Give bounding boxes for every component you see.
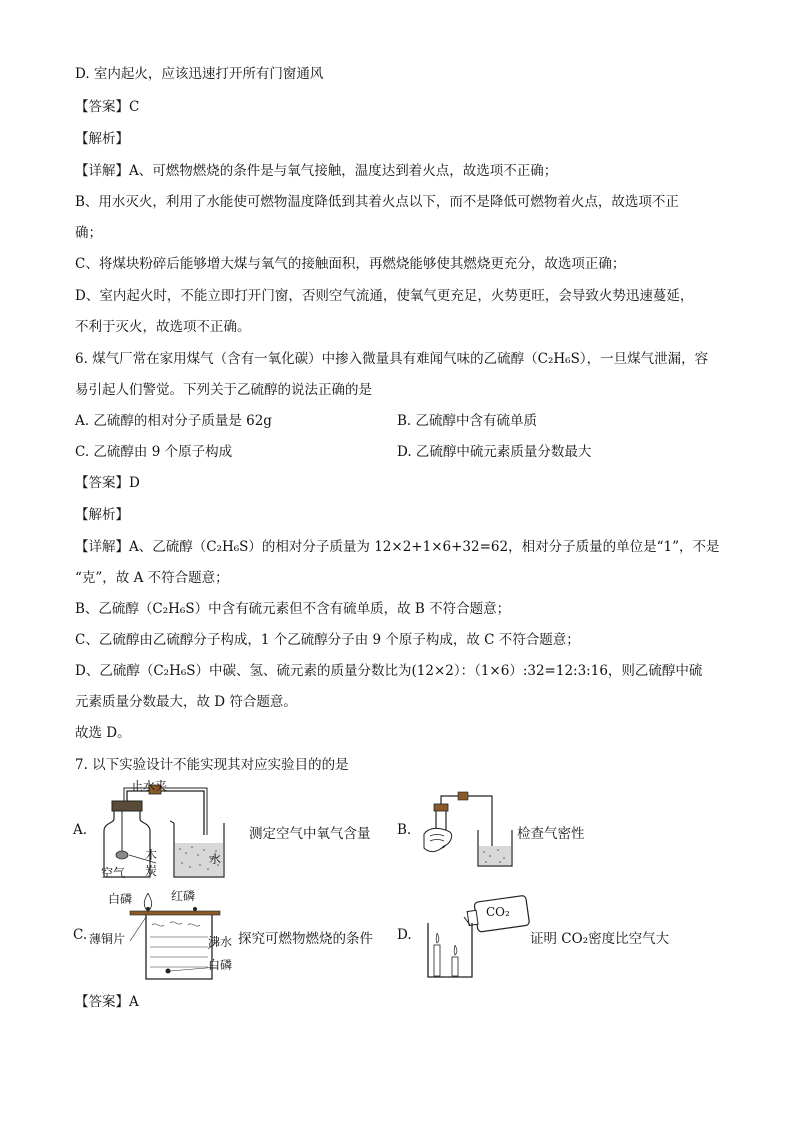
q6-detail-c: C、乙硫醇由乙硫醇分子构成，1 个乙硫醇分子由 9 个原子构成，故 C 不符合题意； — [75, 632, 580, 648]
q7-d-co2-label: CO₂ — [486, 905, 510, 919]
q7-d-apparatus-diagram — [420, 893, 530, 983]
q7-a-letter: A. — [73, 822, 88, 838]
q6-detail-a-line1: 【详解】A、乙硫醇（C₂H₆S）的相对分子质量为 12×2+1×6+32=62，相对分子质量的单位是“1”，不是 — [75, 539, 720, 555]
q6-option-b: B. 乙硫醇中含有硫单质 — [397, 413, 538, 429]
q7-c-boiling-water-label: 沸水 — [208, 935, 233, 949]
q7-b-letter: B. — [397, 822, 412, 838]
q5-detail-d-line1: D、室内起火时，不能立即打开门窗，否则空气流通，使氧气更充足，火势更旺，会导致火势迅速蔓延， — [75, 288, 694, 304]
q5-detail-b-line1: B、用水灭火，利用了水能使可燃物温度降低到其着火点以下，而不是降低可燃物着火点，故选项不正 — [75, 194, 679, 210]
q6-option-a: A. 乙硫醇的相对分子质量是 62g — [75, 413, 272, 429]
q7-a-carbon-label-1: 木 — [145, 848, 158, 862]
q6-stem-line1: 6. 煤气厂常在家用煤气（含有一氧化碳）中掺入微量具有难闻气味的乙硫醇（C₂H₆S），一旦煤气泄漏，容 — [75, 351, 709, 367]
q5-analysis-heading: 【解析】 — [75, 131, 129, 147]
q7-c-white-phosphorus-top-label: 白磷 — [108, 892, 133, 906]
q7-c-caption: 探究可燃物燃烧的条件 — [238, 931, 373, 947]
q6-stem-line2: 易引起人们警觉。下列关于乙硫醇的说法正确的是 — [75, 382, 372, 398]
q7-a-clip-label: 止水夹 — [131, 779, 168, 793]
q7-c-copper-label: 薄铜片 — [89, 932, 126, 946]
q7-a-caption: 测定空气中氧气含量 — [249, 826, 371, 842]
q7-a-water-label: 水 — [209, 852, 222, 866]
q7-stem: 7. 以下实验设计不能实现其对应实验目的的是 — [75, 757, 349, 773]
q6-conclusion: 故选 D。 — [75, 725, 131, 741]
q7-c-letter: C. — [73, 927, 88, 943]
q7-b-apparatus-diagram — [420, 790, 515, 870]
q7-a-air-label: 空气 — [101, 866, 126, 880]
q6-option-d: D. 乙硫醇中硫元素质量分数最大 — [397, 444, 592, 460]
q5-detail-b-line2: 确； — [75, 225, 102, 241]
q7-d-letter: D. — [397, 927, 412, 943]
q5-detail-a: 【详解】A、可燃物燃烧的条件是与氧气接触，温度达到着火点，故选项不正确； — [75, 163, 558, 179]
q5-detail-c: C、将煤块粉碎后能够增大煤与氧气的接触面积，再燃烧能够使其燃烧更充分，故选项正确； — [75, 256, 626, 272]
q5-detail-d-line2: 不利于灭火，故选项不正确。 — [75, 319, 251, 335]
q7-answer: 【答案】A — [75, 994, 139, 1010]
q6-analysis-heading: 【解析】 — [75, 507, 129, 523]
q5-option-d: D. 室内起火，应该迅速打开所有门窗通风 — [75, 66, 324, 82]
q7-b-caption: 检查气密性 — [517, 826, 585, 842]
q6-detail-a-line2: “克”，故 A 不符合题意； — [75, 570, 229, 586]
q6-detail-b: B、乙硫醇（C₂H₆S）中含有硫元素但不含有硫单质，故 B 不符合题意； — [75, 601, 511, 617]
q7-d-caption: 证明 CO₂密度比空气大 — [530, 931, 670, 947]
q7-c-white-phosphorus-bottom-label: 白磷 — [208, 958, 233, 972]
q5-answer: 【答案】C — [75, 99, 140, 115]
q7-a-carbon-label-2: 炭 — [145, 864, 158, 878]
q6-detail-d-line1: D、乙硫醇（C₂H₆S）中碳、氢、硫元素的质量分数比为(12×2）：（1×6）:32=12:3:16，则乙硫醇中硫 — [75, 663, 703, 679]
q6-answer: 【答案】D — [75, 475, 140, 491]
q6-detail-d-line2: 元素质量分数最大，故 D 符合题意。 — [75, 694, 297, 710]
q6-option-c: C. 乙硫醇由 9 个原子构成 — [75, 444, 233, 460]
q7-c-red-phosphorus-label: 红磷 — [171, 889, 196, 903]
